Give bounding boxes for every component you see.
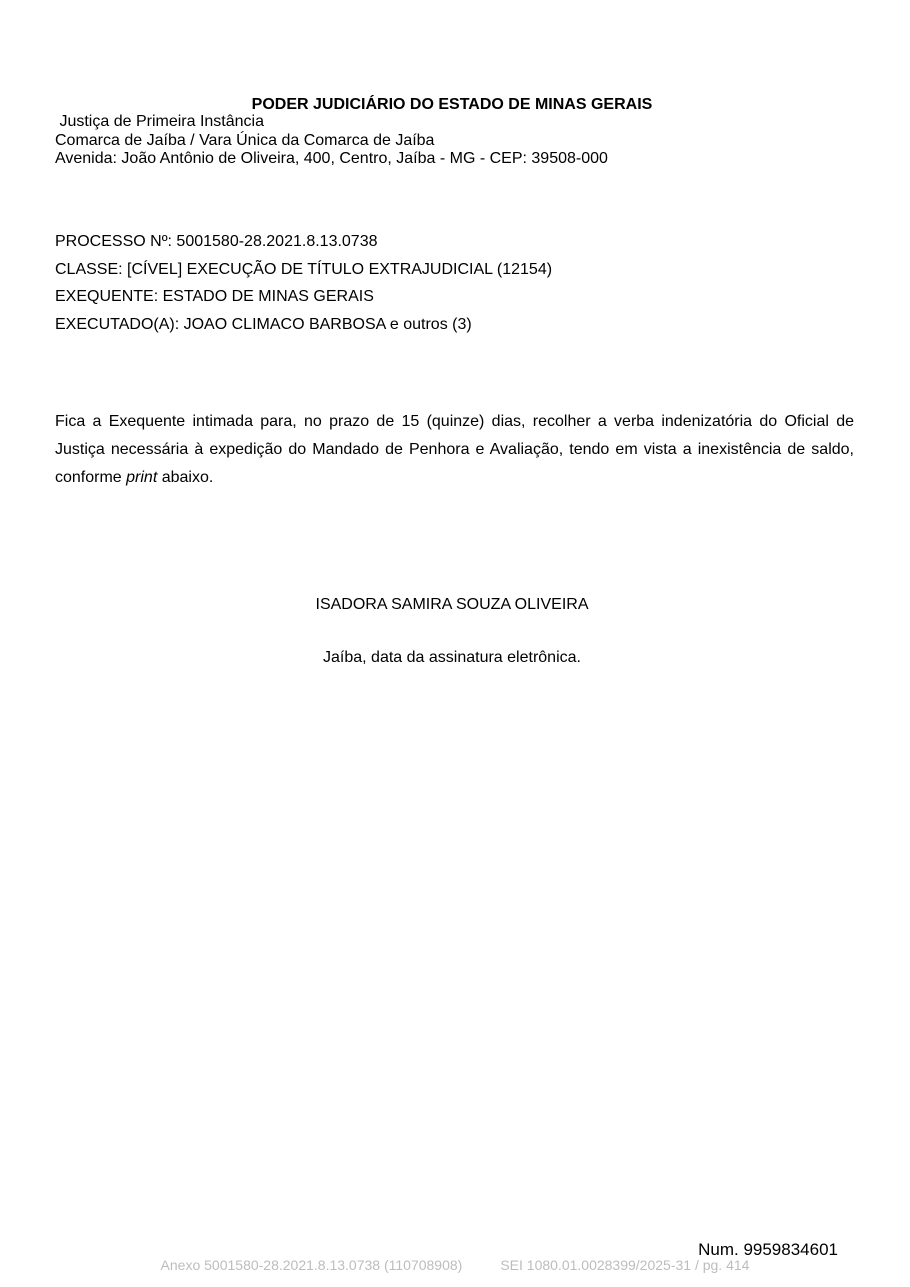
- paragraph-text-main: Fica a Exequente intimada para, no prazo de 15 (quinze) dias, recolher a verba indenizatória do Oficial de Justiça necessária à expedição do Mandado de Penhora e Avaliação, tendo em vista a inexistência de saldo, conforme: [55, 413, 854, 486]
- address-line: Avenida: João Antônio de Oliveira, 400, Centro, Jaíba - MG - CEP: 39508-000: [55, 150, 608, 167]
- court-title: PODER JUDICIÁRIO DO ESTADO DE MINAS GERAIS: [251, 96, 653, 113]
- footer-annex: Anexo 5001580-28.2021.8.13.0738 (110708908): [160, 1257, 463, 1273]
- instance-text: Justiça de Primeira Instância: [59, 113, 264, 130]
- footer-sei: SEI 1080.01.0028399/2025-31 / pg. 414: [500, 1257, 750, 1273]
- footer-stamp: [0, 1257, 910, 1274]
- process-number: PROCESSO Nº: 5001580-28.2021.8.13.0738: [55, 233, 378, 250]
- paragraph-text-end: abaixo.: [157, 468, 214, 486]
- comarca-line: Comarca de Jaíba / Vara Única da Comarca de Jaíba: [55, 131, 435, 149]
- signature-date-line: Jaíba, data da assinatura eletrônica.: [323, 649, 581, 666]
- instance-line: [55, 113, 608, 132]
- process-info: [55, 228, 552, 339]
- signer-name: ISADORA SAMIRA SOUZA OLIVEIRA: [315, 596, 589, 613]
- paragraph-text-italic: print: [126, 468, 158, 486]
- intimation-paragraph: [55, 408, 854, 491]
- process-class: CLASSE: [CÍVEL] EXECUÇÃO DE TÍTULO EXTRAJUDICIAL (12154): [55, 260, 553, 278]
- process-plaintiff: EXEQUENTE: ESTADO DE MINAS GERAIS: [55, 288, 374, 306]
- process-defendant: EXECUTADO(A): JOAO CLIMACO BARBOSA e outros (3): [55, 316, 472, 334]
- document-number: Num. 9959834601: [698, 1240, 838, 1259]
- court-header: [55, 113, 608, 169]
